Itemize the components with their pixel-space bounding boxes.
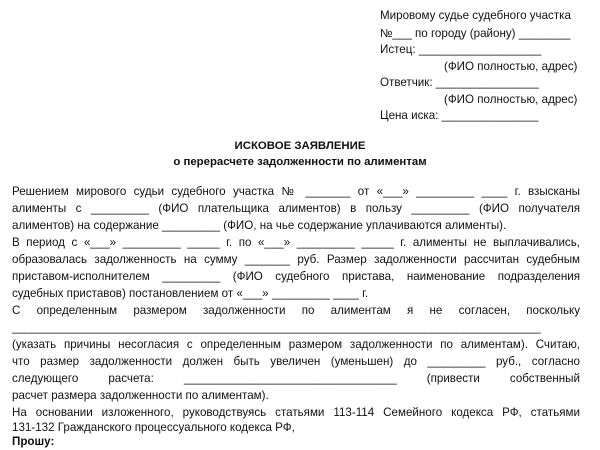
body-line: (указать причины несогласия с определенным размером задолженности по алиментам). Считаю, (12, 338, 580, 351)
body-line: 131-132 Гражданского процессуального кодекса РФ, (12, 421, 295, 434)
document-subtitle: о перерасчете задолженности по алиментам (173, 156, 427, 168)
body-line: что размер задолженности должен быть увеличен (уменьшен) до _________ руб., согласно (12, 355, 580, 368)
body-line: В период с «___» _________ _____ г. по «___» _________ _____ г. алименты не выплачивались, (12, 236, 580, 249)
body-line: __________________________________________________________________________________ (12, 321, 541, 334)
body-line: С определенным размером задолженности по алиментам я не согласен, поскольку (12, 304, 580, 317)
body-line: алименты с _________ (ФИО плательщика алиментов) в пользу _________ (ФИО получателя (12, 202, 580, 215)
defendant-line: Ответчик: ________________ (380, 76, 539, 89)
body-line: образовалась задолженность на сумму _______ руб. Размер задолженности рассчитан судебным (12, 253, 580, 266)
request-heading: Прошу: (12, 435, 55, 448)
defendant-hint: (ФИО полностью, адрес) (444, 93, 578, 106)
court-number-line: №___ по городу (району) ________ (380, 27, 571, 40)
body-line: следующего расчета: _________________________________ (привести собственный (12, 372, 580, 385)
body-line: расчет размера задолженности по алиментам). (12, 389, 269, 402)
body-line: приставом-исполнителем _________ (ФИО судебного пристава, наименование подразделения (12, 270, 580, 283)
body-line: На основании изложенного, руководствуясь статьями 113-114 Семейного кодекса РФ, статьями (12, 406, 580, 419)
plaintiff-line: Истец: ___________________ (380, 43, 542, 56)
plaintiff-hint: (ФИО полностью, адрес) (444, 60, 578, 73)
body-line: алиментов) на содержание _________ (ФИО, на чье содержание уплачиваются алименты). (12, 219, 507, 232)
body-line: Решением мирового судьи судебного участка № _______ от «___» _________ ____ г. взысканы (12, 185, 580, 198)
judge-line: Мировому судье судебного участка (380, 9, 571, 22)
body-line: судебных приставов) постановлением от «___» _________ ____ г. (12, 287, 369, 300)
document-title: ИСКОВОЕ ЗАЯВЛЕНИЕ (234, 140, 366, 152)
claim-price-line: Цена иска: _______________ (380, 109, 539, 122)
